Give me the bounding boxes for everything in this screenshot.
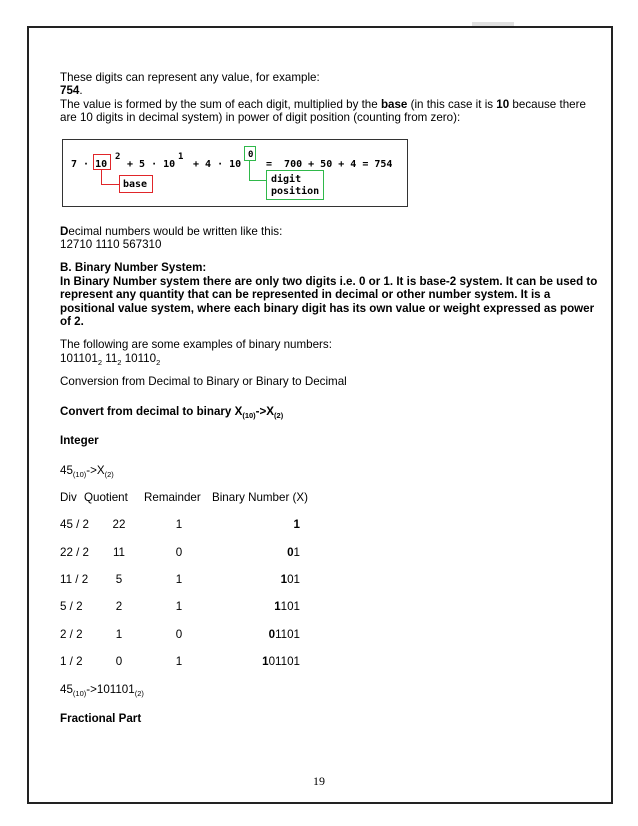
formula-exp-1: 2 [115,151,121,162]
decimal-examples: 12710 1110 567310 [60,238,162,252]
position-connector [249,160,250,181]
explanation: The value is formed by the sum of each digit, multiplied by the base (in this case it is 10 because there are 10 digits in decimal system) in power of digit position (counting from zero): [60,97,586,125]
page-content [60,71,600,725]
binary-heading: B. Binary Number System: [60,261,207,275]
base-highlight-box [93,154,111,170]
convert-title: Convert from decimal to binary $X_{(10)}->X_{(2)}$ [60,404,284,420]
table-row: 22 / 2 11 0 01 [60,545,300,559]
result-equation: $45_{(10)}->101101_{(2)}$ [60,682,144,698]
formula-result: = 700 + 50 + 4 = 754 [266,158,393,170]
position-label: position [271,185,320,197]
table-row: 5 / 2 2 1 1101 [60,600,300,614]
base-connector [101,169,102,185]
division-table [60,491,600,669]
digit-label: digit [271,173,302,185]
formula-term-2: + 5 · 10 [127,158,176,170]
base-label: base [123,178,148,190]
base-connector-h [101,184,119,185]
example-value: 754. [60,84,83,98]
position-highlight-box [244,146,256,161]
positional-formula-figure [62,139,408,207]
intro-line: These digits can represent any value, for example: [60,71,320,84]
table-row: 2 / 2 1 0 01101 [60,627,300,641]
binary-examples-intro: The following are some examples of binary numbers: [60,338,332,352]
table-header: Div Quotient Remainder Binary Number (X) [60,490,308,504]
table-row: 1 / 2 0 1 101101 [60,655,300,669]
formula-exp-3: 0 [248,149,254,160]
table-row: 45 / 2 22 1 1 [60,518,300,532]
formula-term-1: 7 · 10 [71,158,108,170]
decimal-intro: Decimal numbers would be written like this: [60,224,283,238]
page-number: 19 [313,774,325,788]
formula-term-3: + 4 · 10 [193,158,242,170]
integer-heading: Integer [60,434,99,448]
binary-examples: $101101_2$ $11_2$ $10110_2$ [60,351,161,367]
binary-description: In Binary Number system there are only two digits i.e. 0 or 1. It is base-2 system. It can be used to represent any quantity that can be represented in decimal or other number system. It is a positional value system, where each binary digit has its own value or weight expressed as power of 2. [60,274,598,329]
integer-equation: $45_{(10)}->X_{(2)}$ [60,463,114,479]
position-connector-h [249,180,266,181]
formula-exp-2: 1 [178,151,184,162]
table-row: 11 / 2 5 1 101 [60,573,300,587]
conversion-line: Conversion from Decimal to Binary or Binary to Decimal [60,375,347,389]
fractional-heading: Fractional Part [60,712,142,726]
